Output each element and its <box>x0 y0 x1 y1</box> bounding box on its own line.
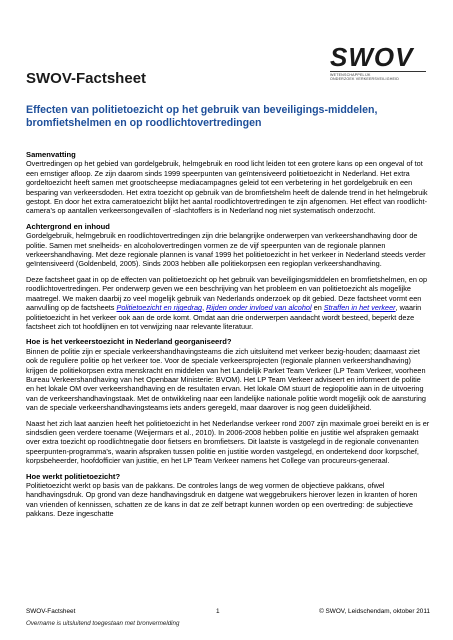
document-title: SWOV-Factsheet <box>26 70 147 87</box>
background-text-a: Deze factsheet gaat in op de effecten van politietoezicht op het gebruik van beveiligingsmiddelen en bromfietshelmen, en op roodlichtovertredingen. Per onderwerp geven we een beschrijving van het probleem en van politietoezicht als mogelijke maatregel. We maken daarbij zo veel mogelijk gebruik van Nederlands onderzoek op dit gebied. Deze factsheet vormt een aanvulling op de factsheets <box>26 274 428 313</box>
page-number: 1 <box>216 608 220 615</box>
logo-mark: SWOV <box>330 42 414 72</box>
background-paragraph-1: Gordelgebruik, helmgebruik en roodlichtovertredingen zijn drie belangrijke onderwerpen van verkeershandhaving door de politie. Samen met snelheids- en alcoholovertredingen vormen ze de vijf speerpunten van de regionale plannen verkeershandhaving. Met deze regionale plannen is vanaf 1999 het politietoezicht in het verkeer in Nederland steeds verder geïntensiveerd (Goldenbeld, 2005). Sinds 2003 hebben alle politiekorpsen een regioplan verkeershandhaving. <box>26 231 426 269</box>
how-heading: Hoe werkt politietoezicht? <box>26 471 121 481</box>
summary-text: Overtredingen op het gebied van gordelgebruik, helmgebruik en rood licht leiden tot een grotere kans op een ongeval of tot een ernstiger afloop. Ze zijn daarom sinds 1999 speerpunten van geïntensiveerd politietoezicht in Nederland. Het extra gordeltoezicht heeft samen met grootscheepse mediacampagnes geleid tot een verbetering in het gordelgebruik en een besparing van verkeersdoden. Het extra toezicht op gebruik van de bromfietshelm heeft de dalende trend in het helmgebruik gestopt. En door het extra cameratoezicht blijkt het aantal roodlichtovertredingen te zijn afgenomen. Het effect van roodlicht-camera’s op aantallen verkeersongevallen of -slachtoffers is in Nederland nog niet systematisch onderzocht. <box>26 159 428 216</box>
swov-logo <box>330 44 426 81</box>
document-body <box>26 150 430 519</box>
separator: , <box>202 303 207 313</box>
how-paragraph-1: Politietoezicht werkt op basis van de pakkans. De controles langs de weg vormen de objectieve pakkans, ofwel handhavingsdruk. Op grond van deze handhavingsdruk en datgene wat weggebruikers hierover lezen in kranten of horen van vrienden of kennissen, schatten ze de kans in dat ze zelf betrapt kunnen worden op een overtreding: de subjectieve pakkans. Deze ingeschatte <box>26 481 418 519</box>
link-politietoezicht-rijgedrag[interactable]: Politietoezicht en rijgedrag <box>116 303 203 313</box>
link-straffen-in-verkeer[interactable]: Straffen in het verkeer <box>323 303 396 313</box>
background-text-b: , waarin politietoezicht in het verkeer ook aan de orde komt. Omdat aan drie onderwerpen aandacht wordt besteed, beperkt deze factsheet zich tot hoofdlijnen en tot verwijzing naar relevante literatuur. <box>26 303 422 331</box>
document-subtitle: Effecten van politietoezicht op het gebruik van beveiligings-middelen, bromfietshelmen en op roodlichtovertredingen <box>26 104 378 129</box>
background-heading: Achtergrond en inhoud <box>26 221 110 231</box>
logo-tagline-1: WETENSCHAPPELIJK <box>330 71 426 77</box>
footer-title: SWOV-Factsheet <box>26 608 76 615</box>
footer-note: Overname is uitsluitend toegestaan met bronvermelding <box>26 620 180 627</box>
separator: en <box>311 303 324 313</box>
footer-copyright: © SWOV, Leidschendam, oktober 2011 <box>319 608 430 615</box>
summary-heading: Samenvatting <box>26 150 76 159</box>
logo-tagline-2: ONDERZOEK VERKEERSVEILIGHEID <box>330 77 400 81</box>
background-paragraph-2 <box>26 275 430 331</box>
organisation-paragraph-1: Binnen de politie zijn er speciale verkeershandhavingsteams die zich uitsluitend met verkeer bezig-houden; daarnaast ziet ook de reguliere politie op het verkeer toe. Voor de speciale verkeersprojecten (regionale plannen verkeershandhaving) krijgen de politiekorpsen extra menskracht en middelen van het Landelijk Parket Team Verkeer (LP Team Verkeer, voorheen Bureau Verkeershandhaving van het Openbaar Ministerie: BVOM). Het LP Team Verkeer adviseert en informeert de politie en het lokale OM over verkeershandhaving en de resultaten ervan. Het lokale OM stuurt de regiopolitie aan in de uitvoering van de verkeershandhavingstaak. Met de ontwikkeling naar een landelijke nationale politie wordt mogelijk ook de aansturing van de speciale verkeershandhavingsteams iets anders geregeld, maar daarover is nog geen duidelijkheid. <box>26 346 426 413</box>
organisation-paragraph-2: Naast het zich laat aanzien heeft het politietoezicht in het Nederlandse verkeer rond 2007 zijn maximale groei bereikt en is er sindsdien geen verdere toename (Weijermars et al., 2010). In 2006-2008 hebben politie en justitie wel afspraken gemaakt over extra toezicht op roodlichtnegatie door fietsers en bromfietsers. Dit laatste is vastgelegd in de regionale convenanten speerpunten-programma’s, waarin afspraken tussen politie en justitie worden vastgelegd, en ondertekend door korpschef, korpsbeheerder, hoofdofficier van justitie, en het LP Team Verkeer namens het College van procureurs-generaal. <box>26 418 430 466</box>
organisation-heading: Hoe is het verkeerstoezicht in Nederland georganiseerd? <box>26 337 232 347</box>
link-rijden-onder-invloed[interactable]: Rijden onder invloed van alcohol <box>206 303 312 313</box>
